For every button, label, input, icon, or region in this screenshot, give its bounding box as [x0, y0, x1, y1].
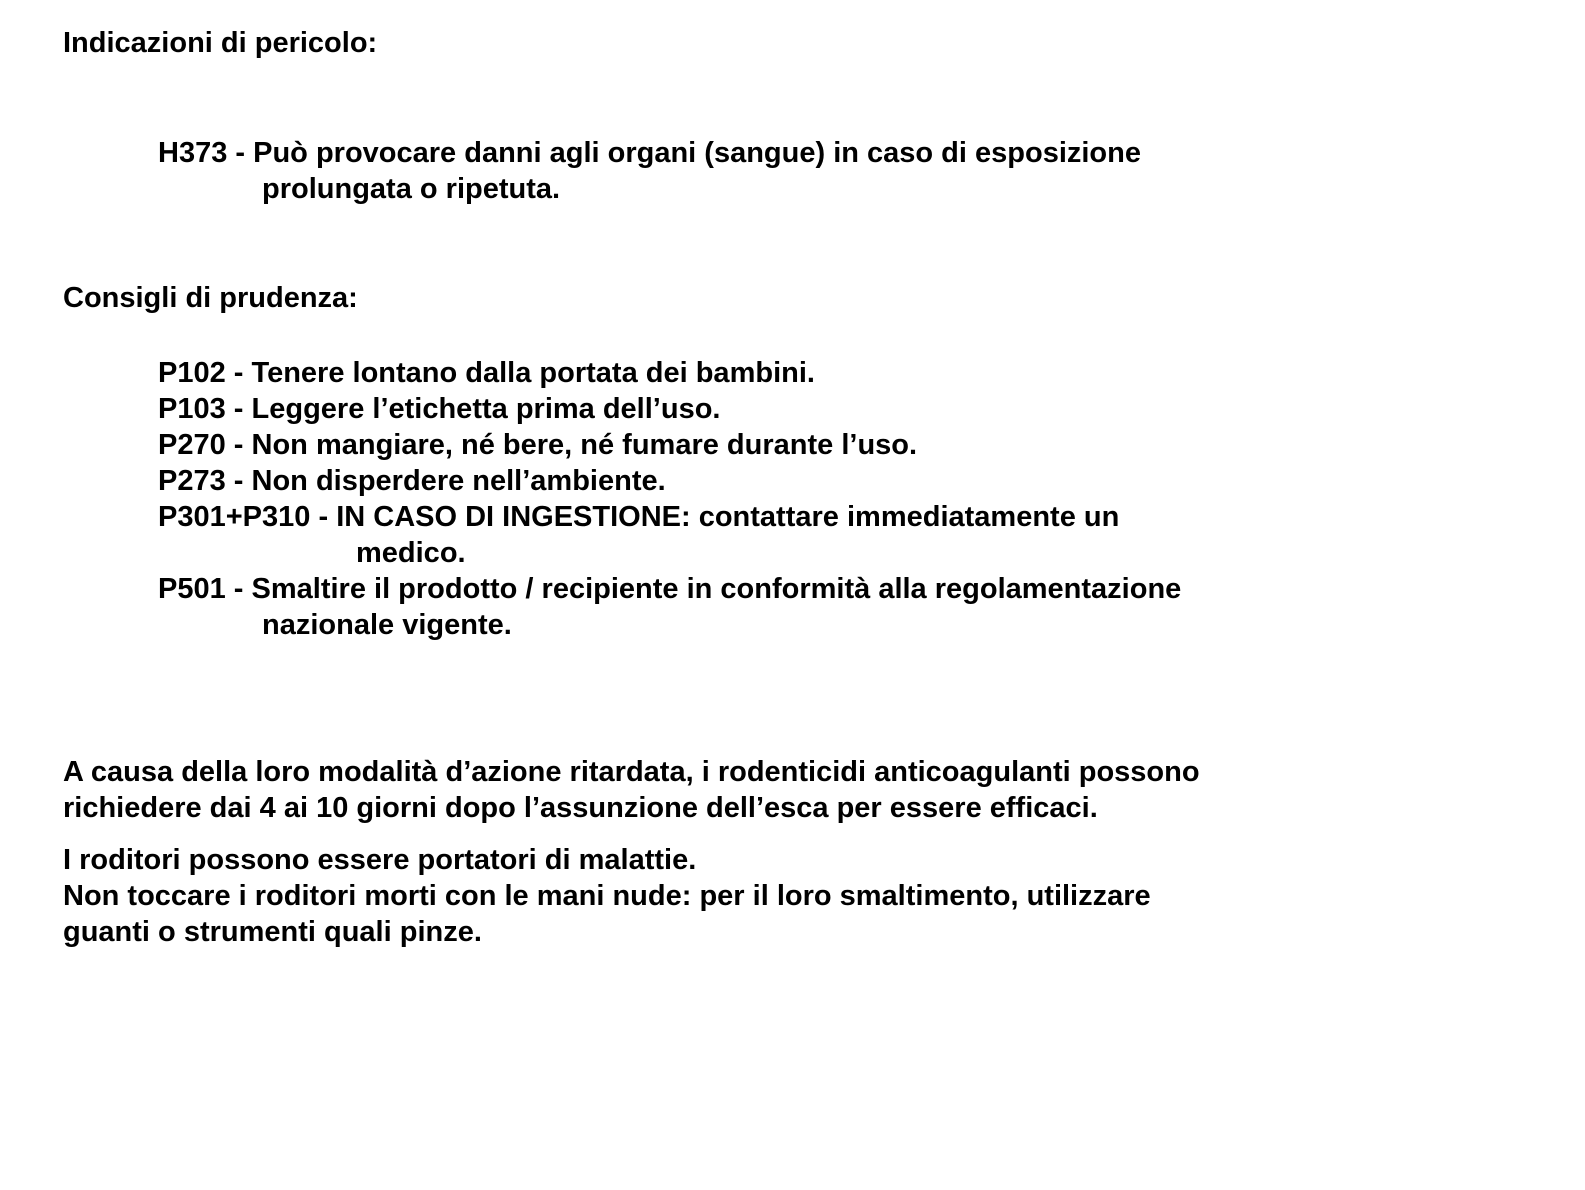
statement-code: P102 [158, 357, 226, 389]
statement-text-continuation: medico. [356, 537, 466, 569]
statement-code: P270 [158, 429, 226, 461]
note-line: richiedere dai 4 ai 10 giorni dopo l’assunzione dell’esca per essere efficaci. [63, 792, 1098, 824]
statement-separator: - [227, 137, 254, 169]
note-line: I roditori possono essere portatori di malattie. [63, 844, 697, 876]
precaution-statement-p270 [158, 427, 1181, 463]
precaution-statement-p102 [158, 355, 1181, 391]
statement-code: P501 [158, 573, 226, 605]
statement-separator: - [225, 357, 252, 389]
statement-code: P103 [158, 393, 226, 425]
note-line: A causa della loro modalità d’azione ritardata, i rodenticidi anticoagulanti possono [63, 756, 1200, 788]
precaution-statement-p103 [158, 391, 1181, 427]
statement-text: Può provocare danni agli organi (sangue) in caso di esposizione [253, 137, 1141, 169]
statement-separator: - [225, 429, 252, 461]
hazard-statements-heading: Indicazioni di pericolo: [63, 27, 378, 59]
statement-text: Tenere lontano dalla portata dei bambini. [251, 357, 815, 389]
note-line: Non toccare i roditori morti con le mani nude: per il loro smaltimento, utilizzare [63, 880, 1151, 912]
statement-text: Smaltire il prodotto / recipiente in conformità alla regolamentazione [251, 573, 1182, 605]
hazard-statement-h373 [158, 135, 1141, 207]
precautionary-statements-list [158, 355, 1181, 643]
rodent-handling-note [63, 842, 1523, 950]
precautionary-statements-heading: Consigli di prudenza: [63, 282, 358, 314]
hazard-statements-list [158, 135, 1141, 207]
statement-text: Non disperdere nell’ambiente. [251, 465, 666, 497]
precaution-statement-p273 [158, 463, 1181, 499]
statement-text: IN CASO DI INGESTIONE: contattare immediatamente un [336, 501, 1120, 533]
statement-code: P273 [158, 465, 226, 497]
statement-code: H373 [158, 137, 228, 169]
statement-separator: - [225, 465, 252, 497]
statement-text-continuation: nazionale vigente. [262, 609, 512, 641]
delayed-action-note [63, 754, 1523, 826]
statement-separator: - [225, 393, 252, 425]
statement-code: P301+P310 [158, 501, 311, 533]
statement-separator: - [310, 501, 337, 533]
statement-text-continuation: prolungata o ripetuta. [262, 173, 561, 205]
precaution-statement-p301-p310 [158, 499, 1181, 571]
statement-text: Leggere l’etichetta prima dell’uso. [251, 393, 721, 425]
statement-separator: - [225, 573, 252, 605]
statement-text: Non mangiare, né bere, né fumare durante l’uso. [251, 429, 918, 461]
precaution-statement-p501 [158, 571, 1181, 643]
note-line: guanti o strumenti quali pinze. [63, 916, 482, 948]
